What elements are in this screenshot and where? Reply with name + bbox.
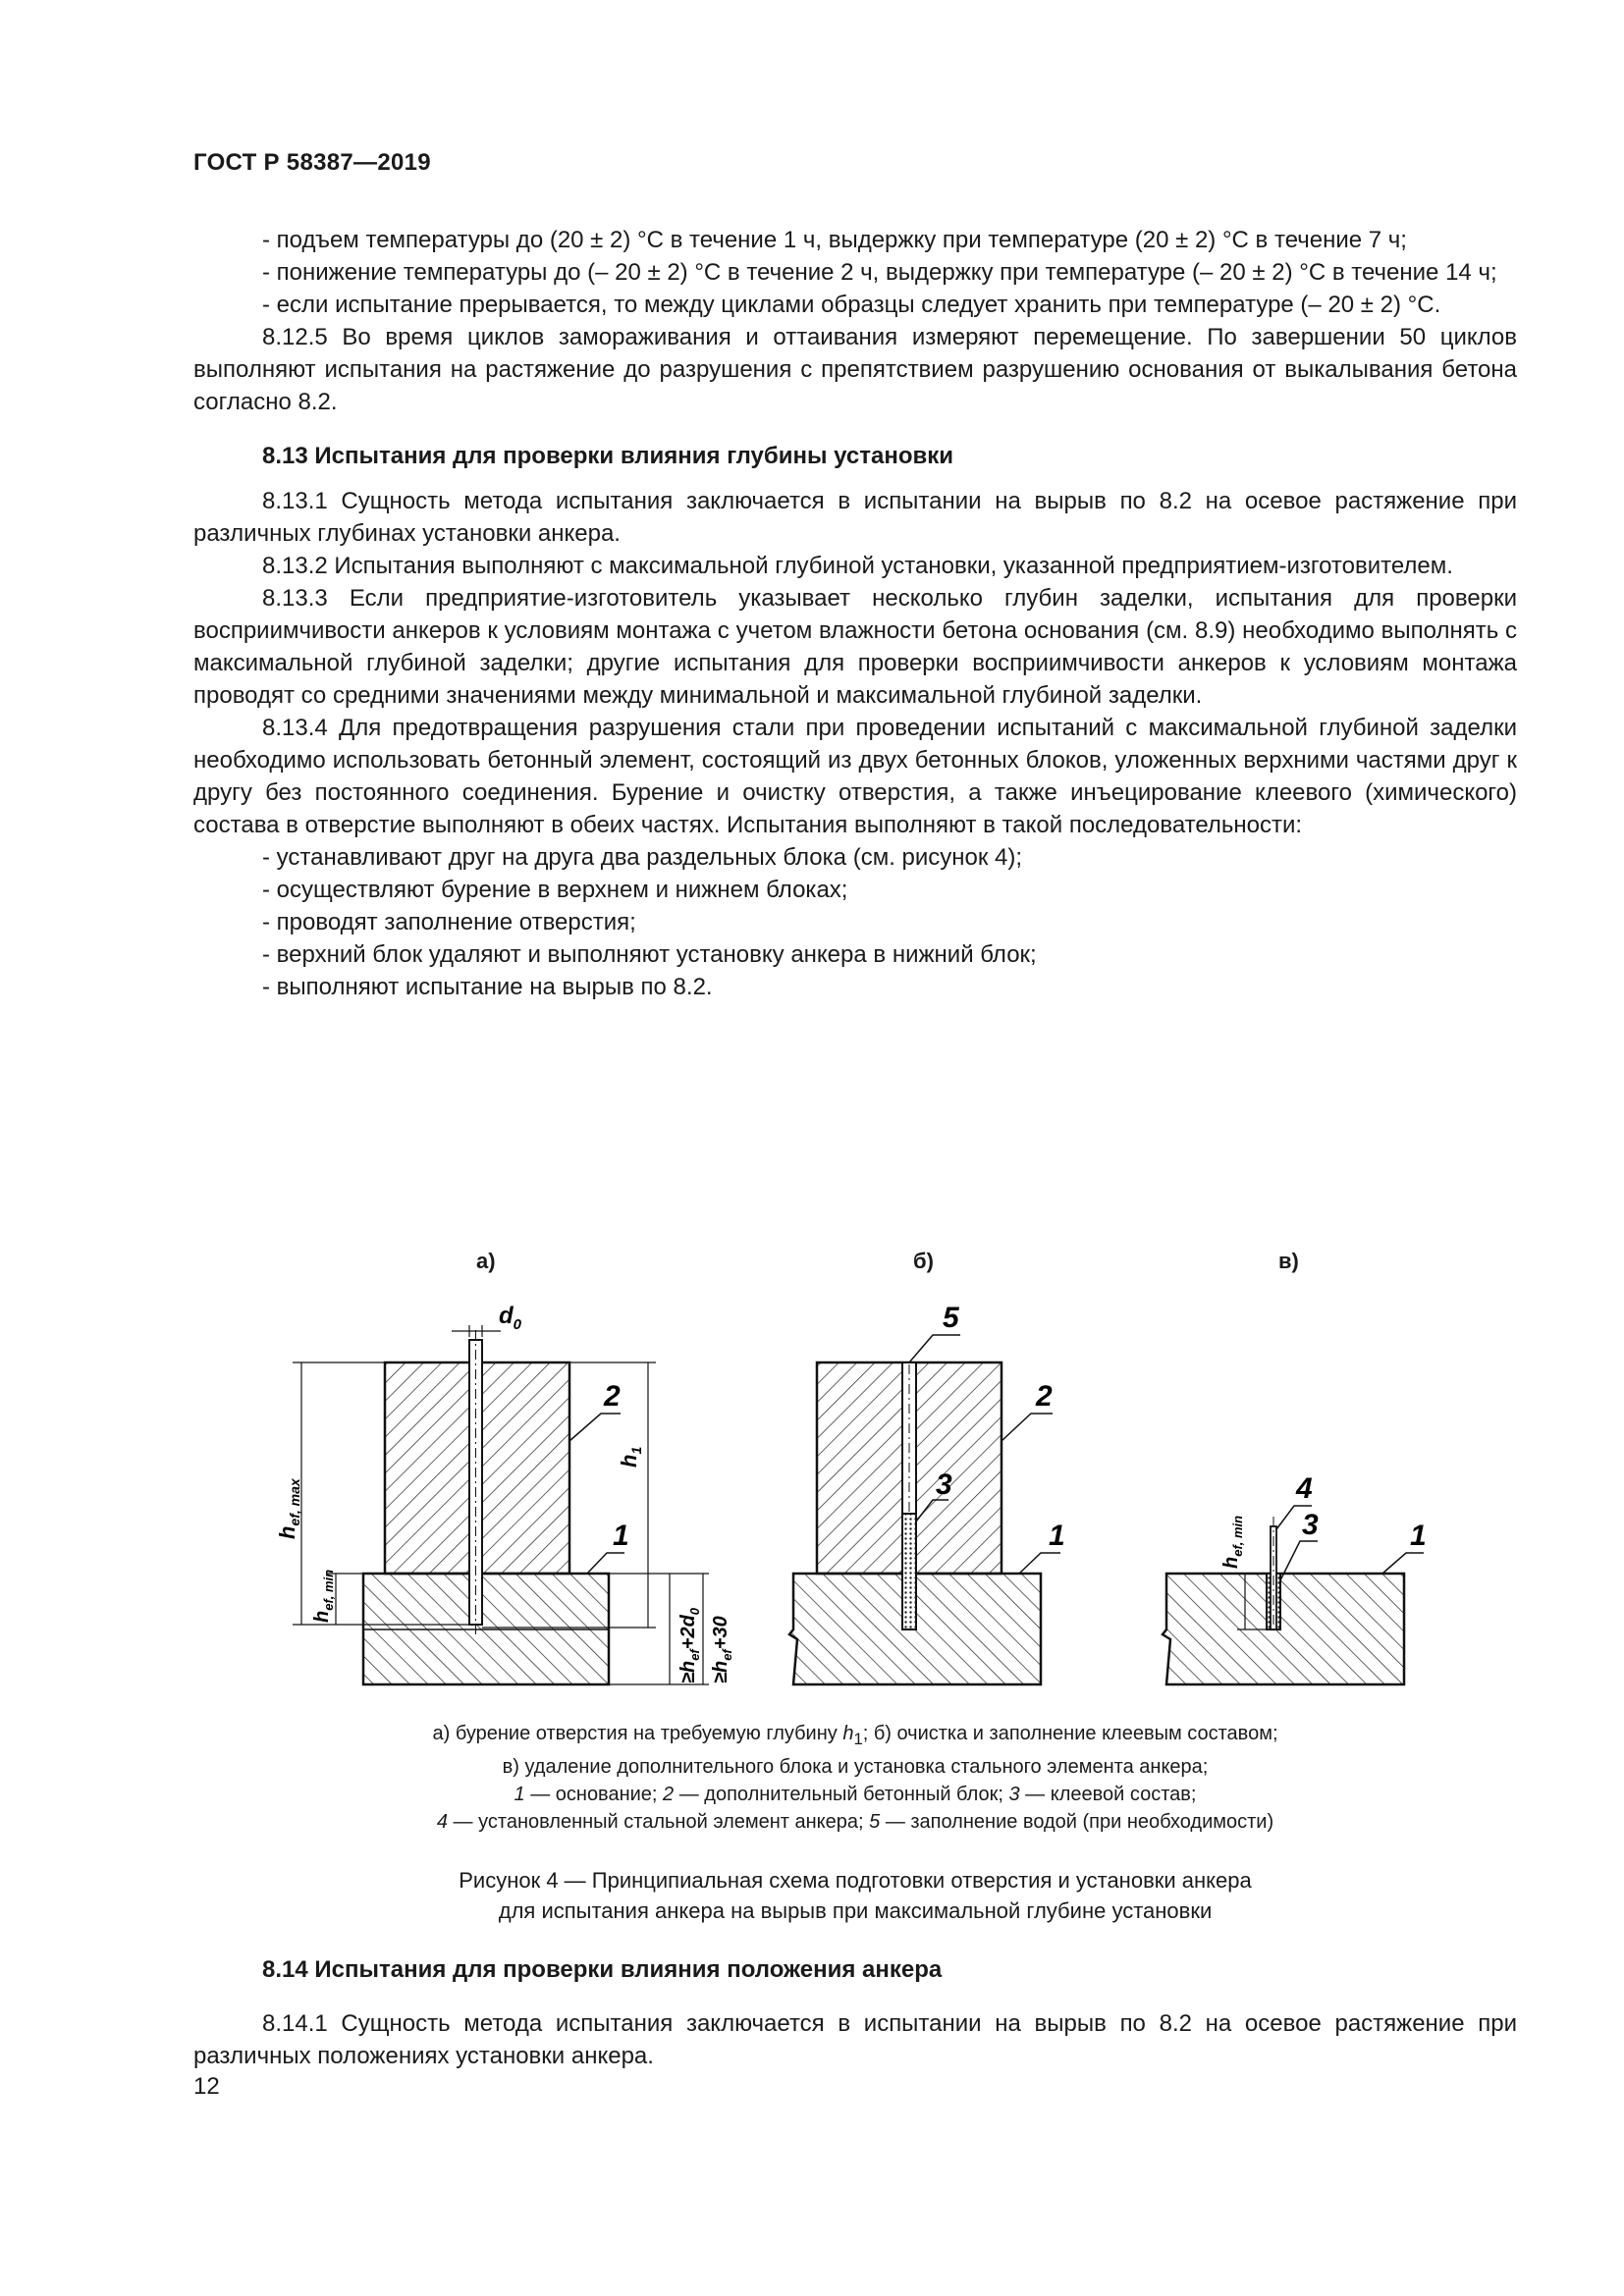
callout-2-b: 2 [1036, 1380, 1053, 1413]
caption-line-2: в) удаление дополнительного блока и установка стального элемента анкера; [502, 1756, 1209, 1778]
hef-min-label: $h_{ef, min}$ [311, 1569, 336, 1623]
callout-1-c: 1 [1410, 1520, 1427, 1552]
paragraph: 8.13.3 Если предприятие-изготовитель указывает несколько глубин заделки, испытания для проверки восприимчивости анкеров к условиям монтажа с учетом влажности бетона основания (см. 8.9) необходимо выполнять с максимальной глубиной заделки; другие испытания для проверки восприимчивости анкеров к условиям монтажа проводят со средними значениями между минимальной и максимальной глубиной заделки. [193, 585, 1517, 709]
figure-caption [193, 1720, 1517, 1836]
panel-a [275, 1303, 734, 1684]
h1-label: $h_1$ [617, 1446, 644, 1468]
paragraph: - если испытание прерывается, то между циклами образцы следует хранить при температуре (– 20 ± 2) °С. [262, 292, 1441, 318]
list-item: - верхний блок удаляют и выполняют установку анкера в нижний блок; [262, 941, 1037, 968]
figure-title-line-1: Рисунок 4 — Принципиальная схема подготовки отверстия и установки анкера [459, 1868, 1252, 1893]
paragraph: - понижение температуры до (– 20 ± 2) °С в течение 2 ч, выдержку при температуре (– 20 ± 2) °С в течение 14 ч; [262, 259, 1497, 286]
min-base-thickness-30-label: $\ge h_{ef}+30$ [710, 1616, 734, 1683]
callout-1-a: 1 [613, 1520, 629, 1552]
min-base-thickness-2d0-label: $\ge h_{ef}+2d_0$ [677, 1607, 702, 1683]
callout-4-c: 4 [1296, 1472, 1313, 1505]
callout-3-b: 3 [936, 1468, 952, 1501]
figure-label-a: а) [476, 1249, 496, 1273]
section-heading-8-14: 8.14 Испытания для проверки влияния положения анкера [262, 1956, 943, 1983]
paragraph: 8.13.1 Сущность метода испытания заключается в испытании на вырыв по 8.2 на осевое растяжение при различных глубинах установки анкера. [193, 488, 1517, 547]
list-item: - устанавливают друг на друга два раздельных блока (см. рисунок 4); [262, 844, 1023, 871]
panel-b [789, 1302, 1065, 1684]
callout-5-b: 5 [943, 1302, 959, 1334]
callout-3-c: 3 [1302, 1509, 1319, 1541]
paragraph: 8.12.5 Во время циклов замораживания и оттаивания измеряют перемещение. По завершении 50 циклов выполняют испытания на растяжение до разрушения с препятствием разрушению основания от выкалывания бетона согласно 8.2. [193, 324, 1517, 415]
list-item: - осуществляют бурение в верхнем и нижнем блоках; [262, 877, 848, 903]
hef-min-label-c: $h_{ef, min}$ [1220, 1515, 1245, 1569]
caption-line-4: 4 — установленный стальной элемент анкера; 5 — заполнение водой (при необходимости) [436, 1811, 1274, 1833]
paragraph: 8.14.1 Сущность метода испытания заключается в испытании на вырыв по 8.2 на осевое растяжение при различных положениях установки анкера. [193, 2010, 1517, 2069]
callout-1-b: 1 [1049, 1520, 1065, 1552]
body-text [193, 224, 1517, 1003]
list-item: - проводят заполнение отверстия; [262, 909, 636, 935]
caption-line-3: 1 — основание; 2 — дополнительный бетонный блок; 3 — клеевой состав; [514, 1784, 1197, 1805]
figure-4-diagram [255, 1296, 1434, 1708]
figure-label-c: в) [1278, 1249, 1299, 1273]
adhesive-b [902, 1514, 916, 1629]
base-c [1163, 1574, 1404, 1684]
callout-2-a: 2 [604, 1380, 621, 1413]
list-item: - выполняют испытание на вырыв по 8.2. [262, 974, 713, 1000]
page-number: 12 [193, 2073, 220, 2100]
d0-label: $d_0$ [499, 1303, 522, 1333]
document-header: ГОСТ Р 58387—2019 [193, 149, 431, 176]
paragraph: - подъем температуры до (20 ± 2) °С в течение 1 ч, выдержку при температуре (20 ± 2) °С в течение 7 ч; [262, 227, 1407, 253]
section-heading-8-13: 8.13 Испытания для проверки влияния глубины установки [262, 443, 953, 469]
caption-line-1: а) бурение отверстия на требуемую глубину $h_1$; б) очистка и заполнение клеевым составом; [432, 1723, 1278, 1748]
paragraph: 8.13.4 Для предотвращения разрушения стали при проведении испытаний с максимальной глубиной заделки необходимо использовать бетонный элемент, состоящий из двух бетонных блоков, уложенных верхними частями друг к другу без постоянного соединения. Бурение и очистку отверстия, а также инъецирование клеевого (химического) состава в отверстие выполняют в обеих частях. Испытания выполняют в такой последовательности: [193, 715, 1517, 838]
panel-c [1163, 1472, 1427, 1684]
hef-max-label: $h_{ef, max}$ [275, 1478, 302, 1539]
figure-title-line-2: для испытания анкера на вырыв при максимальной глубине установки [498, 1898, 1213, 1923]
figure-title [193, 1865, 1517, 1926]
figure-label-b: б) [913, 1249, 934, 1273]
section-8-14 [193, 1953, 1517, 2072]
paragraph: 8.13.2 Испытания выполняют с максимальной глубиной установки, указанной предприятием-изготовителем. [262, 553, 1453, 579]
